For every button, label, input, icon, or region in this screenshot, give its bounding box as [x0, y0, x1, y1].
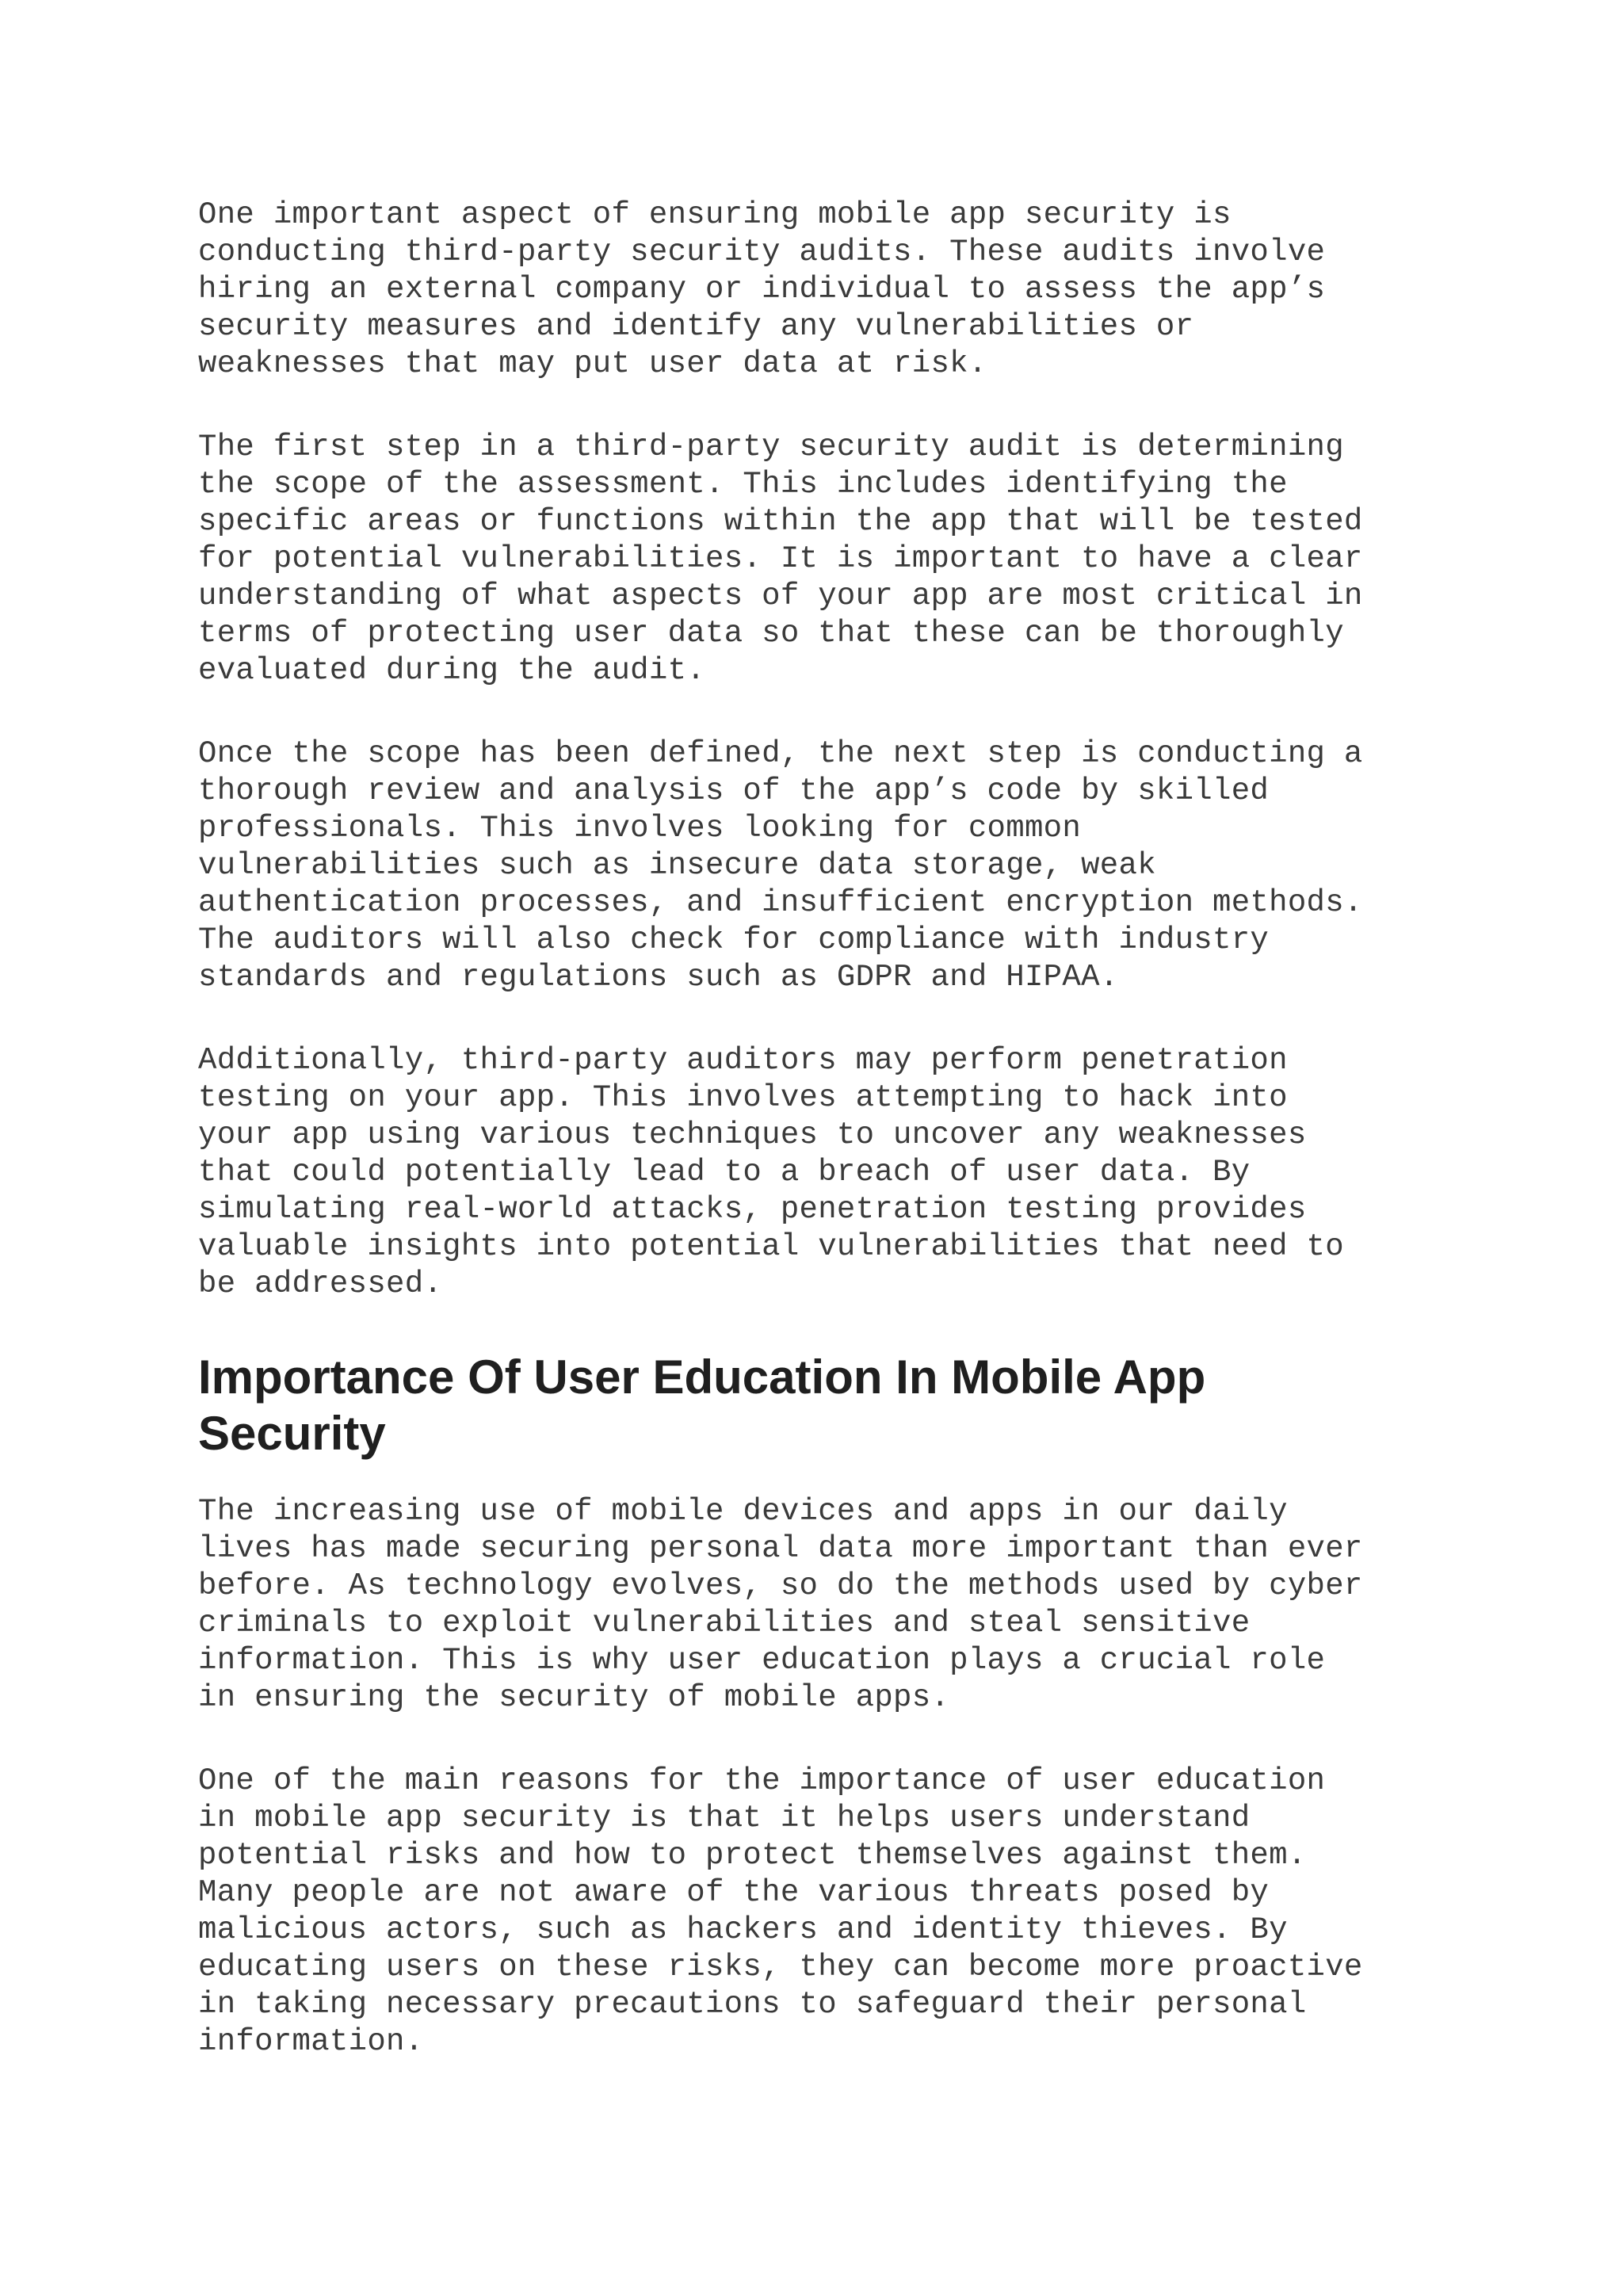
paragraph-penetration-testing: Additionally, third-party auditors may perform penetration testing on your app. This involves attempting to hack into your app using various techniques to uncover any weaknesses that could potentially lead to a breach of user data. By simulating real-world attacks, penetration testing provides valuable insights into potential vulnerabilities that need to be addressed.: [198, 1043, 1344, 1301]
paragraph-audit-scope: The first step in a third-party security audit is determining the scope of the assessment. This includes identifying the specific areas or functions within the app that will be tested for potential vulnerabilities. It is important to have a clear understanding of what aspects of your app are most critical in terms of protecting user data so that these can be thoroughly evaluated during the audit.: [198, 430, 1363, 688]
paragraph-third-party-audits: One important aspect of ensuring mobile app security is conducting third-party security audits. These audits involve hiring an external company or individual to assess the app’s security measures and identify any vulnerabilities or weaknesses that may put user data at risk.: [198, 197, 1326, 381]
paragraph-code-review: Once the scope has been defined, the next step is conducting a thorough review and analysis of the app’s code by skilled professionals. This involves looking for common vulnerabilities such as insecure data storage, weak authentication processes, and insufficient encryption methods. The auditors will also check for compliance with industry standards and regulations such as GDPR and HIPAA.: [198, 736, 1363, 995]
paragraph-user-education-reasons: One of the main reasons for the importance of user education in mobile app security is that it helps users understand potential risks and how to protect themselves against them. Many people are not aware of the various threats posed by malicious actors, such as hackers and identity thieves. By educating users on these risks, they can become more proactive in taking necessary precautions to safeguard their personal information.: [198, 1763, 1363, 2059]
document-page: [198, 197, 1434, 2107]
section-heading: Importance Of User Education In Mobile App Security: [198, 1350, 1206, 1460]
paragraph-user-education-intro: The increasing use of mobile devices and apps in our daily lives has made securing personal data more important than ever before. As technology evolves, so do the methods used by cyber criminals to exploit vulnerabilities and steal sensitive information. This is why user education plays a crucial role in ensuring the security of mobile apps.: [198, 1494, 1363, 1715]
